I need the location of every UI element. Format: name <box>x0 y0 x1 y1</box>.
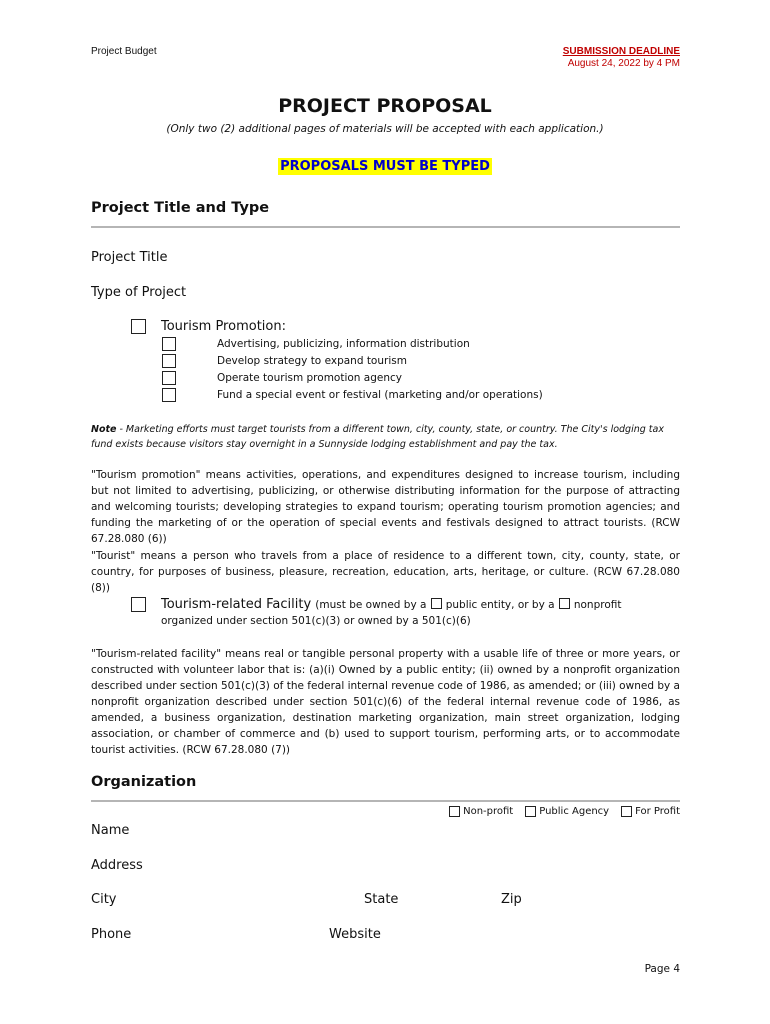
org-website-label: Website <box>329 927 381 942</box>
org-name-label: Name <box>91 823 130 838</box>
page-number: Page 4 <box>644 963 680 975</box>
tourism-facility-checkbox[interactable] <box>131 597 146 612</box>
org-type-label: Public Agency <box>539 806 610 817</box>
org-city-label: City <box>91 892 117 907</box>
project-title-label: Project Title <box>91 250 168 265</box>
marketing-note <box>91 422 680 452</box>
tourism-promotion-definition: "Tourism promotion" means activities, operations, and expenditures designed to increase tourism, including but not limited to advertising, publicizing, or otherwise distributing information for the purpose of attracting and welcoming tourists; developing strategies to expand tourism; operating tourism promotion agencies; and funding the marketing of or the operation of special events and festivals designed to attract tourists. (RCW 67.28.080 (6)) <box>91 469 680 545</box>
org-zip-label: Zip <box>501 892 522 907</box>
typed-notice-wrap <box>0 155 770 174</box>
page-subtitle: (Only two (2) additional pages of materials will be accepted with each application.) <box>166 123 604 135</box>
option-label: Develop strategy to expand tourism <box>217 355 407 367</box>
header-left: Project Budget <box>91 46 157 57</box>
section-rule <box>91 226 680 228</box>
option-checkbox[interactable] <box>162 388 176 402</box>
option-label: Advertising, publicizing, information distribution <box>217 338 470 350</box>
option-label: Operate tourism promotion agency <box>217 372 403 384</box>
type-of-project-label: Type of Project <box>91 285 187 300</box>
facility-nonprofit-text: nonprofit <box>573 599 622 611</box>
org-address-label: Address <box>91 858 143 873</box>
tourism-facility-label: Tourism-related Facility <box>161 597 312 612</box>
facility-line-2: organized under section 501(c)(3) or owned by a 501(c)(6) <box>161 615 471 627</box>
tourism-promotion-label: Tourism Promotion: <box>161 319 286 334</box>
typed-notice: PROPOSALS MUST BE TYPED <box>280 159 490 174</box>
note-label: Note <box>91 424 117 435</box>
org-type-label: Non-profit <box>463 806 514 817</box>
deadline-title: SUBMISSION DEADLINE <box>562 46 680 57</box>
section-heading-organization: Organization <box>91 774 197 790</box>
facility-public-text: public entity, or by a <box>445 599 555 611</box>
org-type-for-profit[interactable] <box>621 806 680 817</box>
page-title: PROJECT PROPOSAL <box>278 95 492 117</box>
submission-deadline <box>563 46 680 70</box>
nonprofit-org-checkbox[interactable] <box>449 806 460 817</box>
tourism-facility-definition: "Tourism-related facility" means real or tangible personal property with a usable life of three or more years, or constructed with volunteer labor that is: (a)(i) Owned by a public entity; (ii) owned by a nonprofit organization described under section 501(c)(3) of the federal internal revenue code of 1986, as amended; or (iii) owned by a nonprofit organization described under section 501(c)(6) of the federal internal revenue code of 1986, as amended, a business organization, destination marketing organization, main street organization, lodging association, or chamber of commerce and (b) used to support tourism, performing arts, or to accommodate tourist activities. (RCW 67.28.080 (7)) <box>91 648 680 756</box>
option-checkbox[interactable] <box>162 371 176 385</box>
section-rule <box>91 800 680 802</box>
org-type-nonprofit[interactable] <box>449 806 513 817</box>
public-agency-checkbox[interactable] <box>525 806 536 817</box>
facility-owned-text: (must be owned by a <box>315 599 427 611</box>
tourism-facility-line <box>161 597 621 612</box>
org-phone-label: Phone <box>91 927 132 942</box>
org-type-label: For Profit <box>635 806 680 817</box>
org-type-public-agency[interactable] <box>525 806 609 817</box>
deadline-date: August 24, 2022 by 4 PM <box>567 58 680 69</box>
note-text: - Marketing efforts must target tourists from a different town, city, county, state, or country. The City's lodging tax fund exists because visitors stay overnight in a Sunnyside lodging establishment and pay the tax. <box>91 424 664 450</box>
org-type-options <box>449 806 680 817</box>
for-profit-checkbox[interactable] <box>621 806 632 817</box>
nonprofit-checkbox[interactable] <box>559 598 570 609</box>
tourism-promotion-checkbox[interactable] <box>131 319 146 334</box>
tourist-definition: "Tourist" means a person who travels from a place of residence to a different town, city, county, state, or country, for purposes of business, pleasure, recreation, education, arts, heritage, or culture. (RCW 67.28.080 (8)) <box>91 550 680 594</box>
option-checkbox[interactable] <box>162 354 176 368</box>
option-checkbox[interactable] <box>162 337 176 351</box>
option-label: Fund a special event or festival (marketing and/or operations) <box>217 389 543 401</box>
public-entity-checkbox[interactable] <box>431 598 442 609</box>
section-heading-project: Project Title and Type <box>91 200 270 216</box>
org-state-label: State <box>364 892 399 907</box>
